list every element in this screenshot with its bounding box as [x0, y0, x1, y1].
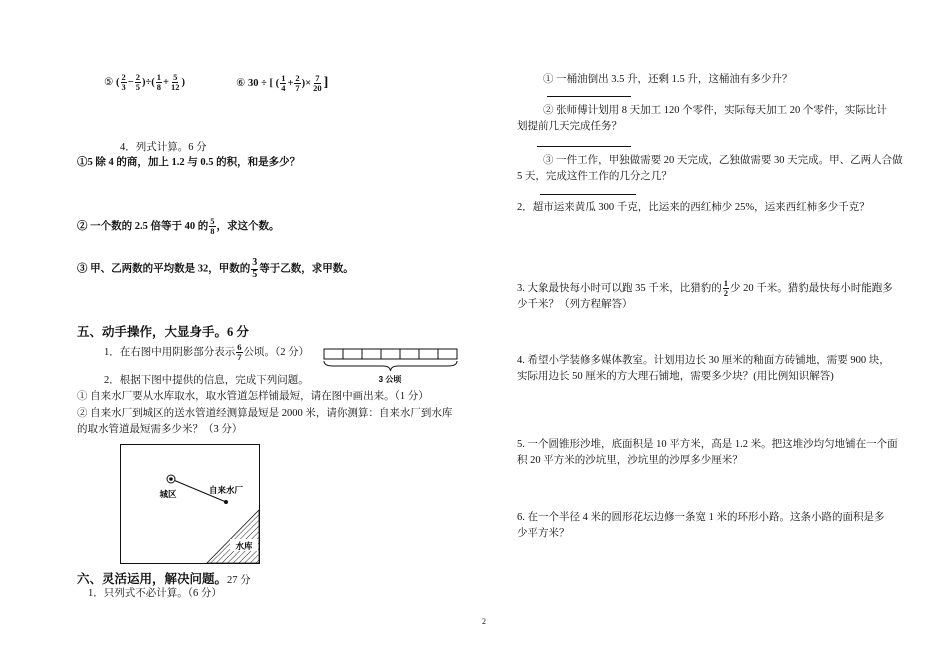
operator: + — [287, 78, 294, 89]
numerator: 1 — [281, 73, 286, 84]
numerator: 3 — [252, 257, 258, 268]
question-5-1 — [104, 343, 309, 362]
numerator: 2 — [135, 72, 141, 82]
fraction — [723, 279, 729, 298]
denominator: 20 — [313, 83, 322, 94]
plant-marker-icon — [224, 500, 228, 504]
operator: )÷( — [142, 76, 155, 88]
question-4-1: ①5 除 4 的商，加上 1.2 与 0.5 的积，和是多少？ — [77, 157, 301, 168]
denominator: 7 — [295, 83, 300, 94]
operator: − — [127, 76, 134, 88]
question-r6-line1: 4. 希望小学装修多媒体教室。计划用边长 30 厘米的釉面方砖铺地，需要 900 块， — [517, 355, 890, 366]
numerator: 5 — [173, 72, 178, 82]
paren: ( — [116, 76, 120, 88]
question-text: 等于乙数，求甲数。 — [259, 263, 354, 275]
numerator: 2 — [295, 73, 300, 84]
denominator: 2 — [723, 287, 728, 298]
question-r3-line1: ③ 一件工作，甲独做需要 20 天完成，乙独做需要 30 天完成。甲、乙两人合做 — [543, 155, 903, 166]
brace — [324, 361, 457, 371]
question-r6-line2: 实际用边长 50 厘米的方大理石铺地，需要多少块？(用比例知识解答) — [517, 371, 834, 382]
paren: ) — [181, 76, 186, 88]
question-5-2a: ① 自来水厂要从水库取水，取水管道怎样铺最短，请在图中画出来。（1 分） — [77, 391, 429, 402]
question-text: 少 20 千米。猎豹最快每小时能跑多 — [730, 282, 893, 294]
denominator: 5 — [135, 81, 141, 92]
numerator: 6 — [237, 342, 242, 352]
question-5-2b-line1: ② 自来水厂到城区的送水管道经测算最短是 2000 米，请你测算：自来水厂到水库 — [77, 408, 453, 419]
section-score: 27 分 — [227, 575, 251, 586]
plant-label: 自来水厂 — [208, 486, 244, 496]
section-5-title: 五、动手操作，大显身手。6 分 — [77, 325, 249, 339]
question-r7-line2: 积 20 平方米的沙坑里，沙坑里的沙厚多少厘米？ — [517, 455, 743, 466]
fraction — [280, 74, 286, 93]
bracket: ] — [323, 75, 329, 90]
question-text: 3. 大象最快每小时可以跑 35 千米，比猎豹的 — [517, 282, 722, 294]
reservoir-label: 水库 — [235, 542, 253, 552]
question-text: ③ 甲、乙两数的平均数是 32，甲数的 — [77, 263, 251, 275]
fraction — [121, 73, 127, 92]
denominator: 8 — [156, 81, 162, 92]
question-4-3 — [77, 258, 354, 280]
bar-label: 3 公顷 — [378, 375, 402, 384]
question-r8-line2: 少平方米？ — [517, 528, 570, 539]
calc-5 — [104, 73, 185, 92]
fraction — [236, 343, 242, 362]
numerator: 2 — [121, 72, 126, 82]
map-diagram — [120, 444, 262, 566]
hectare-bar-diagram — [323, 346, 463, 388]
city-marker-dot — [169, 477, 173, 481]
city-label: 城区 — [159, 490, 177, 500]
question-r2-line2: 划提前几天完成任务？ — [517, 121, 622, 132]
question-text: ，求这个数。 — [216, 220, 280, 232]
denominator: 8 — [210, 225, 215, 236]
question-5-2: 2．根据下图中提供的信息，完成下列问题。 — [104, 375, 309, 386]
operator: )× — [301, 78, 312, 89]
denominator: 4 — [281, 83, 286, 94]
fraction — [312, 74, 323, 93]
question-r5-line2: 少千米？（列方程解答） — [517, 299, 633, 310]
fraction — [294, 74, 300, 93]
numerator: 5 — [210, 216, 215, 226]
fraction — [156, 73, 162, 92]
numerator: 1 — [723, 278, 728, 288]
denominator: 3 — [121, 81, 126, 92]
question-6-1: 1．只列式不必计算。（6 分） — [88, 588, 222, 599]
operator: + — [163, 76, 170, 88]
answer-line — [547, 96, 631, 97]
question-r4: 2．超市运来黄瓜 300 千克，比运来的西红柿少 25%，运来西红柿多少千克？ — [517, 202, 870, 213]
fraction — [251, 258, 258, 280]
question-r7-line1: 5. 一个圆锥形沙堆，底面积是 10 平方米，高是 1.2 米。把这堆沙均匀地铺在一个面 — [517, 439, 898, 450]
fraction — [135, 73, 141, 92]
item-number: ⑥ — [236, 78, 246, 89]
question-text: 公顷。（2 分） — [243, 346, 310, 358]
expression-part: 30 ÷ [ ( — [248, 78, 280, 89]
question-r3-line2: 5 天，完成这件工作的几分之几？ — [517, 171, 672, 182]
fraction — [209, 217, 215, 236]
fraction — [170, 73, 181, 92]
question-4-2 — [77, 217, 280, 236]
denominator: 5 — [252, 268, 258, 280]
denominator: 7 — [237, 351, 242, 362]
section-title-text: 六、灵活运用，解决问题。 — [77, 572, 228, 586]
answer-line — [540, 194, 636, 195]
item-number: ⑤ — [104, 76, 114, 88]
numerator: 1 — [156, 72, 162, 82]
calc-6 — [236, 72, 328, 93]
page-number: 2 — [482, 617, 486, 626]
question-r8-line1: 6. 在一个半径 4 米的圆形花坛边修一条宽 1 米的环形小路。这条小路的面积是多 — [517, 512, 885, 523]
question-text: ② 一个数的 2.5 倍等于 40 的 — [77, 220, 209, 232]
bar-outline — [324, 349, 457, 359]
question-text: 1．在右图中用阴影部分表示 — [104, 346, 236, 358]
question-5-2b-line2: 的取水管道最短需多少米？（3 分） — [77, 424, 243, 435]
question-r5-line1 — [517, 279, 893, 298]
question-r1: ① 一桶油倒出 3.5 升，还剩 1.5 升，这桶油有多少升？ — [543, 74, 793, 85]
numerator: 7 — [315, 73, 320, 84]
answer-line — [537, 146, 631, 147]
section-4-title: 4．列式计算。6 分 — [120, 142, 207, 153]
question-r2-line1: ② 张师傅计划用 8 天加工 120 个零件，实际每天加工 20 个零件，实际比计 — [543, 105, 887, 116]
denominator: 12 — [171, 81, 180, 92]
